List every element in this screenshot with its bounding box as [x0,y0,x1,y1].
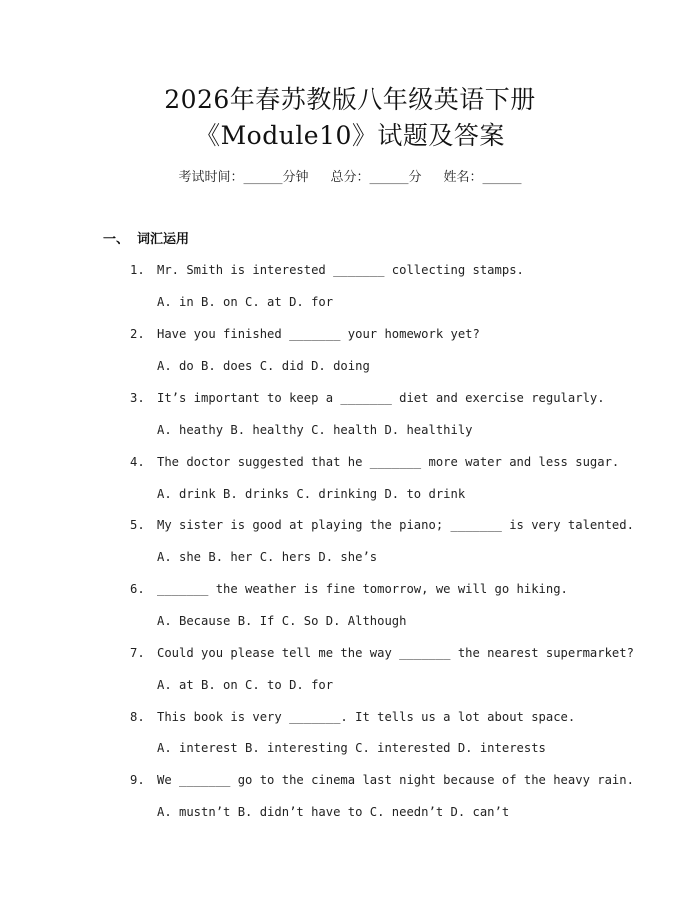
question-text: Mr. Smith is interested _______ collecting stamps. [157,263,524,277]
question-number: 5. [130,518,145,532]
question-text: My sister is good at playing the piano; _______ is very talented. [157,518,634,532]
options-text: A. Because B. If C. So D. Although [157,614,407,628]
question-number: 8. [130,710,145,724]
student-name-field: 姓名：______ [443,170,522,185]
question-number: 6. [130,582,145,596]
options-text: A. in B. on C. at D. for [157,295,334,309]
question-text: It’s important to keep a _______ diet and exercise regularly. [157,391,605,405]
exam-meta-line [0,169,700,187]
options-text: A. drink B. drinks C. drinking D. to drink [157,487,466,501]
question-text: _______ the weather is fine tomorrow, we will go hiking. [157,582,568,596]
section-number: 一、 [103,232,130,247]
question-text: This book is very _______. It tells us a lot about space. [157,710,576,724]
question-text: Could you please tell me the way _______ the nearest supermarket? [157,646,634,660]
question-number: 7. [130,646,145,660]
question-text: The doctor suggested that he _______ more water and less sugar. [157,455,620,469]
document-title-line-2: 《Module10》试题及答案 [195,121,505,150]
total-score-field: 总分：______分 [330,170,422,185]
section-heading [103,231,189,249]
options-text: A. do B. does C. did D. doing [157,359,370,373]
question-number: 4. [130,455,145,469]
question-text: Have you finished _______ your homework yet? [157,327,480,341]
options-text: A. mustn’t B. didn’t have to C. needn’t D. can’t [157,805,510,819]
question-number: 1. [130,263,145,277]
document-title-line-1: 2026年春苏教版八年级英语下册 [164,85,536,114]
section-title: 词汇运用 [137,232,190,247]
options-text: A. interest B. interesting C. interested D. interests [157,741,546,755]
question-text: We _______ go to the cinema last night because of the heavy rain. [157,773,634,787]
options-text: A. at B. on C. to D. for [157,678,334,692]
question-number: 2. [130,327,145,341]
question-number: 3. [130,391,145,405]
options-text: A. she B. her C. hers D. she’s [157,550,378,564]
question-number: 9. [130,773,145,787]
exam-time-field: 考试时间：______分钟 [178,170,309,185]
options-text: A. heathy B. healthy C. health D. healthily [157,423,473,437]
